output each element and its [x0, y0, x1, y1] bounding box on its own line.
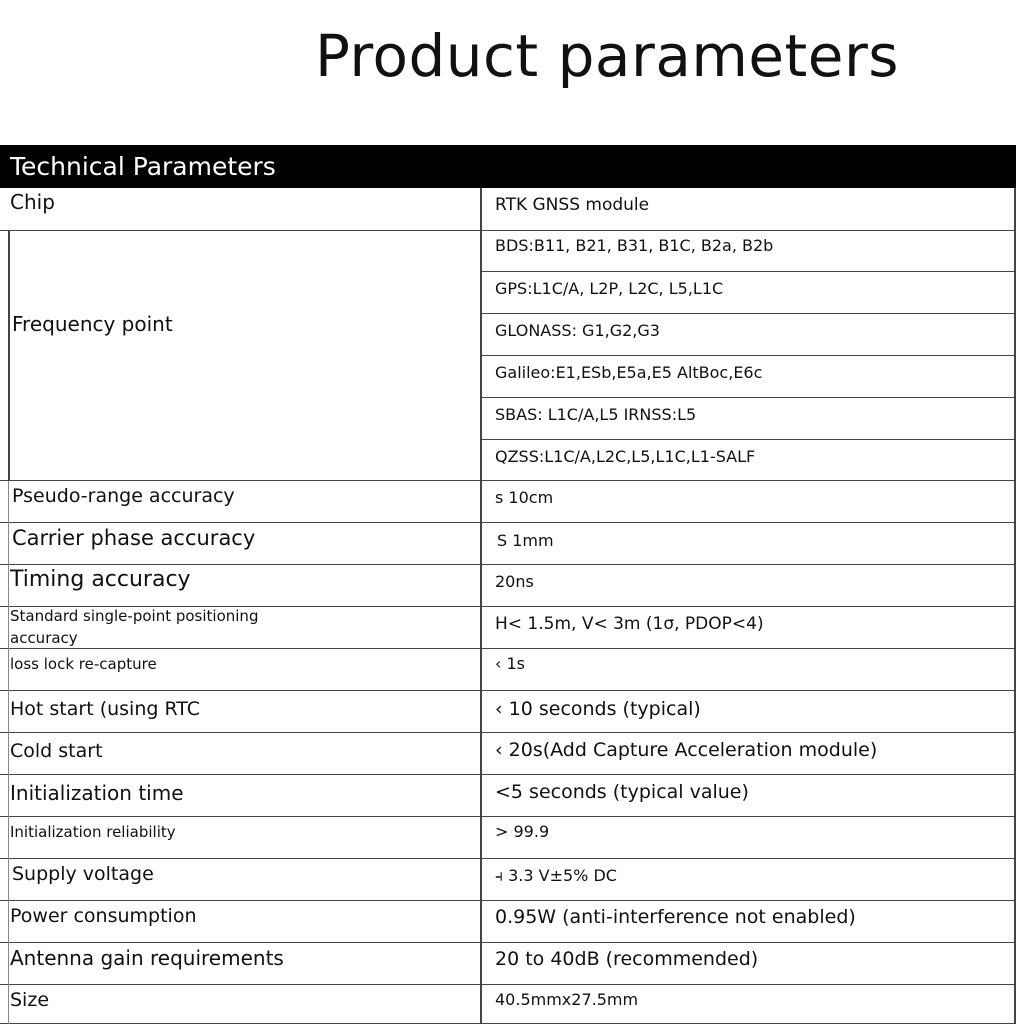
row-label: Initialization time — [10, 781, 184, 805]
frequency-item — [480, 231, 1016, 272]
row-value: 0.95W (anti-interference not enabled) — [495, 906, 856, 928]
row-label: loss lock re-capture — [10, 655, 157, 673]
table-header: Technical Parameters — [0, 145, 1016, 188]
frequency-item — [480, 314, 1016, 356]
frequency-item-last — [0, 440, 1016, 481]
row-value: <5 seconds (typical value) — [495, 781, 749, 803]
table-row-chip — [0, 188, 1016, 231]
table-row — [0, 481, 1016, 523]
frequency-item — [480, 272, 1016, 314]
row-value: > 99.9 — [495, 822, 550, 841]
table-row — [0, 649, 1016, 691]
row-label: Carrier phase accuracy — [12, 526, 256, 550]
frequency-item — [480, 398, 1016, 440]
table-row — [0, 733, 1016, 775]
row-label: Cold start — [10, 740, 103, 762]
frequency-value: GPS:L1C/A, L2P, L2C, L5,L1C — [495, 279, 724, 298]
table-row — [0, 607, 1016, 649]
row-label: Timing accuracy — [10, 567, 191, 592]
table-row — [0, 691, 1016, 733]
frequency-item — [480, 356, 1016, 398]
row-label: Standard single-point positioning accuracy — [10, 607, 259, 647]
row-value: 40.5mmx27.5mm — [495, 990, 639, 1009]
table-row — [0, 901, 1016, 943]
frequency-value: SBAS: L1C/A,L5 IRNSS:L5 — [495, 405, 697, 424]
frequency-label: Frequency point — [12, 312, 173, 336]
row-label: Pseudo-range accuracy — [12, 485, 235, 507]
table-row — [0, 523, 1016, 565]
table-row — [0, 775, 1016, 817]
row-value: 20ns — [495, 572, 534, 591]
row-label: Power consumption — [10, 905, 197, 927]
row-value: 20 to 40dB (recommended) — [495, 948, 759, 970]
table-row — [0, 817, 1016, 859]
row-value: H< 1.5m, V< 3m (1σ, PDOP<4) — [495, 614, 764, 634]
table-row — [0, 943, 1016, 985]
row-label: Initialization reliability — [10, 823, 176, 841]
row-value: ‹ 20s(Add Capture Acceleration module) — [495, 739, 878, 761]
row-label: Hot start (using RTC — [10, 698, 201, 720]
table-row — [0, 859, 1016, 901]
row-value: S 1mm — [497, 531, 554, 550]
row-value: ‹ 1s — [495, 654, 525, 673]
table-row — [0, 565, 1016, 607]
row-value: RTK GNSS module — [495, 195, 650, 215]
row-value: ‹ 10 seconds (typical) — [495, 698, 701, 720]
frequency-value: BDS:B11, B21, B31, B1C, B2a, B2b — [495, 236, 774, 255]
table-row — [0, 985, 1016, 1024]
row-label: Antenna gain requirements — [10, 946, 284, 970]
row-label: Chip — [10, 190, 55, 214]
row-value: s 10cm — [495, 488, 554, 507]
page-title: Product parameters — [314, 22, 900, 90]
row-value: ⫞ 3.3 V±5% DC — [495, 866, 617, 885]
frequency-value: QZSS:L1C/A,L2C,L5,L1C,L1-SALF — [495, 447, 756, 466]
left-border — [8, 481, 9, 1024]
frequency-value: Galileo:E1,ESb,E5a,E5 AltBoc,E6c — [495, 363, 763, 382]
row-label: Supply voltage — [12, 863, 154, 885]
row-label: Size — [10, 989, 50, 1011]
frequency-value: GLONASS: G1,G2,G3 — [495, 321, 660, 340]
